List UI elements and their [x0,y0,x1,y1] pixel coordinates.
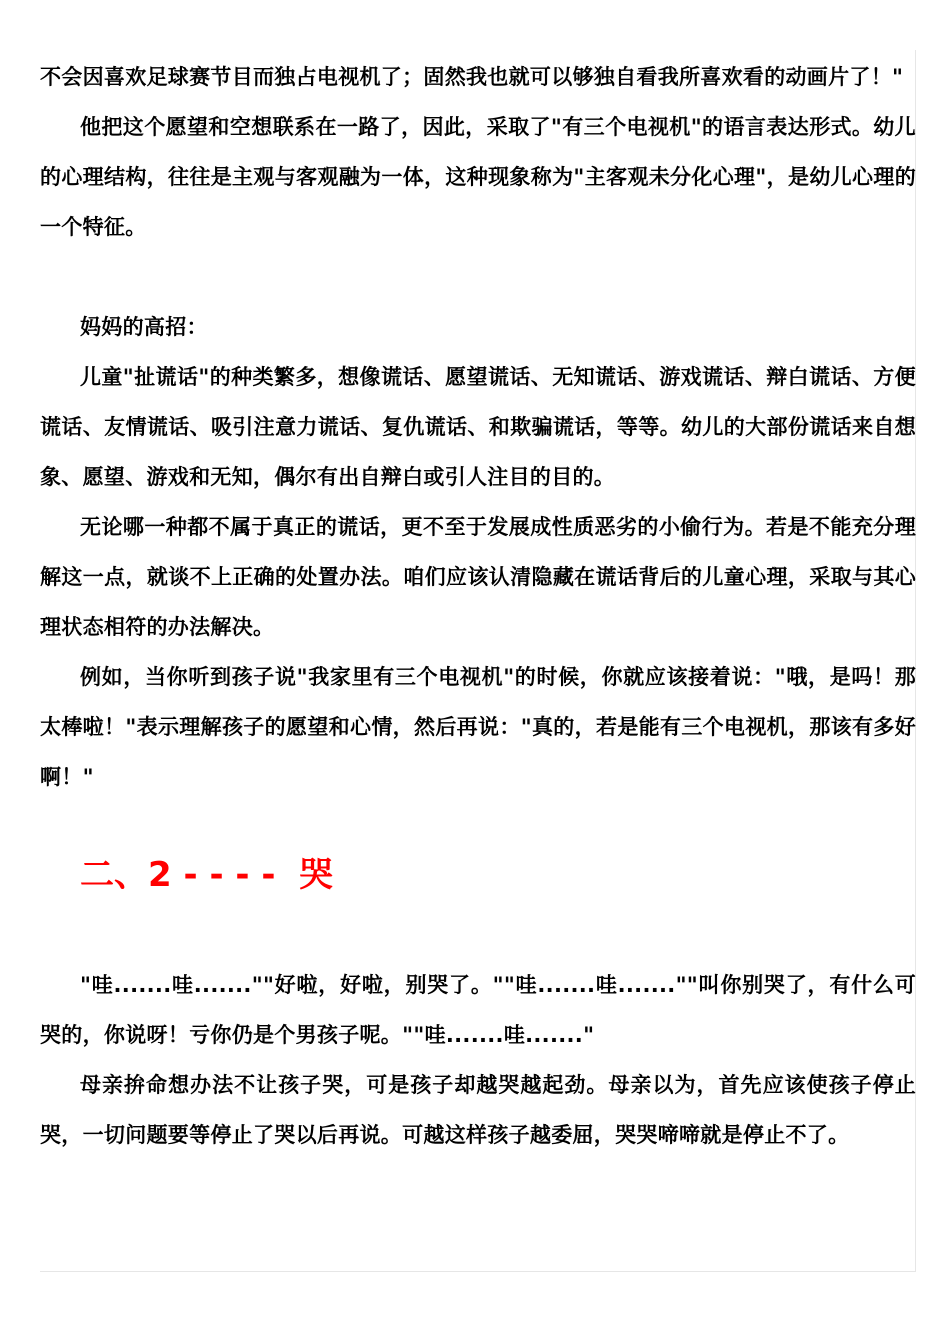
paragraph-mother-reaction: 母亲拚命想办法不让孩子哭，可是孩子却越哭越起劲。母亲以为，首先应该使孩子停止哭，一切问题要等停止了哭以后再说。可越这样孩子越委屈，哭哭啼啼就是停止不了。 [40,1073,916,1147]
tips-paragraph-lie-types: 儿童"扯谎话"的种类繁多，想像谎话、愿望谎话、无知谎话、游戏谎话、辩白谎话、方便谎话、友情谎话、吸引注意力谎话、复仇谎话、和欺骗谎话，等等。幼儿的大部份谎话来自想象、愿望、游戏和无知，偶尔有出自辩白或引人注目的目的。 [40,365,916,489]
paragraph-explanation: 他把这个愿望和空想联系在一路了，因此，采取了"有三个电视机"的语言表达形式。幼儿的心理结构，往往是主观与客观融为一体，这种现象称为"主客观未分化心理"，是幼儿心理的一个特征。 [40,115,916,239]
section-body-crying [40,960,916,1160]
document-body [40,52,916,1160]
paragraph-dialogue: "哇.......哇.......""好啦，好啦，别哭了。""哇.......哇.......""叫你别哭了，有什么可哭的，你说呀！亏你仍是个男孩子呢。""哇.......哇......." [40,973,916,1047]
tips-title: 妈妈的高招： [80,315,208,339]
tips-paragraph-not-real-lies: 无论哪一种都不属于真正的谎话，更不至于发展成性质恶劣的小偷行为。若是不能充分理解这一点，就谈不上正确的处置办法。咱们应该认清隐藏在谎话背后的儿童心理，采取与其心理状态相符的办法解决。 [40,515,916,639]
section-heading-crying: 二、2 - - - - 哭 [80,855,334,895]
paragraph-continuation: 不会因喜欢足球赛节目而独占电视机了；固然我也就可以够独自看我所喜欢看的动画片了！" [40,65,904,89]
tips-paragraph-example: 例如，当你听到孩子说"我家里有三个电视机"的时候，你就应该接着说："哦，是吗！那太棒啦！"表示理解孩子的愿望和心情，然后再说："真的，若是能有三个电视机，那该有多好啊！" [40,665,916,789]
